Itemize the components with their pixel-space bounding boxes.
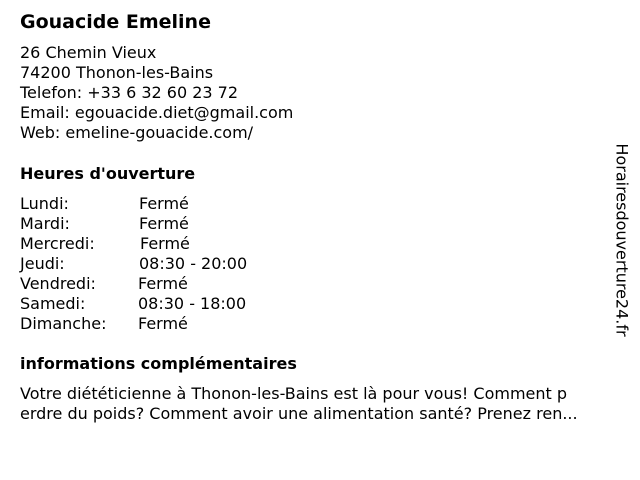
- email-line[interactable]: Email: egouacide.diet@gmail.com: [20, 103, 294, 122]
- day-label: Jeudi:: [20, 254, 65, 273]
- address-street: 26 Chemin Vieux: [20, 43, 157, 62]
- day-label: Mardi:: [20, 214, 70, 233]
- hours-row-wednesday: [20, 234, 320, 254]
- hours-row-sunday: [20, 314, 320, 334]
- day-label: Vendredi:: [20, 274, 96, 293]
- day-hours: 08:30 - 20:00: [139, 254, 248, 273]
- info-text: [20, 384, 630, 424]
- business-name: Gouacide Emeline: [20, 11, 211, 33]
- hours-heading: Heures d'ouverture: [20, 164, 196, 183]
- day-label: Lundi:: [20, 194, 69, 213]
- day-label: Mercredi:: [20, 234, 95, 253]
- site-watermark: [612, 136, 632, 344]
- day-label: Samedi:: [20, 294, 86, 313]
- contact-block: [20, 43, 293, 143]
- info-line-1: Votre diététicienne à Thonon-les-Bains est là pour vous! Comment p: [20, 384, 568, 403]
- web-line[interactable]: Web: emeline-gouacide.com/: [20, 123, 254, 142]
- watermark-text: Horairesdouverture24.fr: [612, 143, 632, 337]
- hours-row-friday: [20, 274, 320, 294]
- hours-row-monday: [20, 194, 320, 214]
- address-city: 74200 Thonon-les-Bains: [20, 63, 214, 82]
- phone-line[interactable]: Telefon: +33 6 32 60 23 72: [20, 83, 239, 102]
- day-hours: Fermé: [140, 234, 190, 253]
- hours-row-tuesday: [20, 214, 320, 234]
- hours-table: [20, 194, 320, 334]
- day-hours: Fermé: [138, 274, 188, 293]
- day-hours: Fermé: [139, 214, 189, 233]
- info-line-2: erdre du poids? Comment avoir une alimentation santé? Prenez ren...: [20, 404, 578, 423]
- info-heading: informations complémentaires: [20, 354, 297, 373]
- day-hours: 08:30 - 18:00: [138, 294, 247, 313]
- day-label: Dimanche:: [20, 314, 107, 333]
- day-hours: Fermé: [139, 194, 189, 213]
- day-hours: Fermé: [138, 314, 188, 333]
- hours-row-saturday: [20, 294, 320, 314]
- hours-row-thursday: [20, 254, 320, 274]
